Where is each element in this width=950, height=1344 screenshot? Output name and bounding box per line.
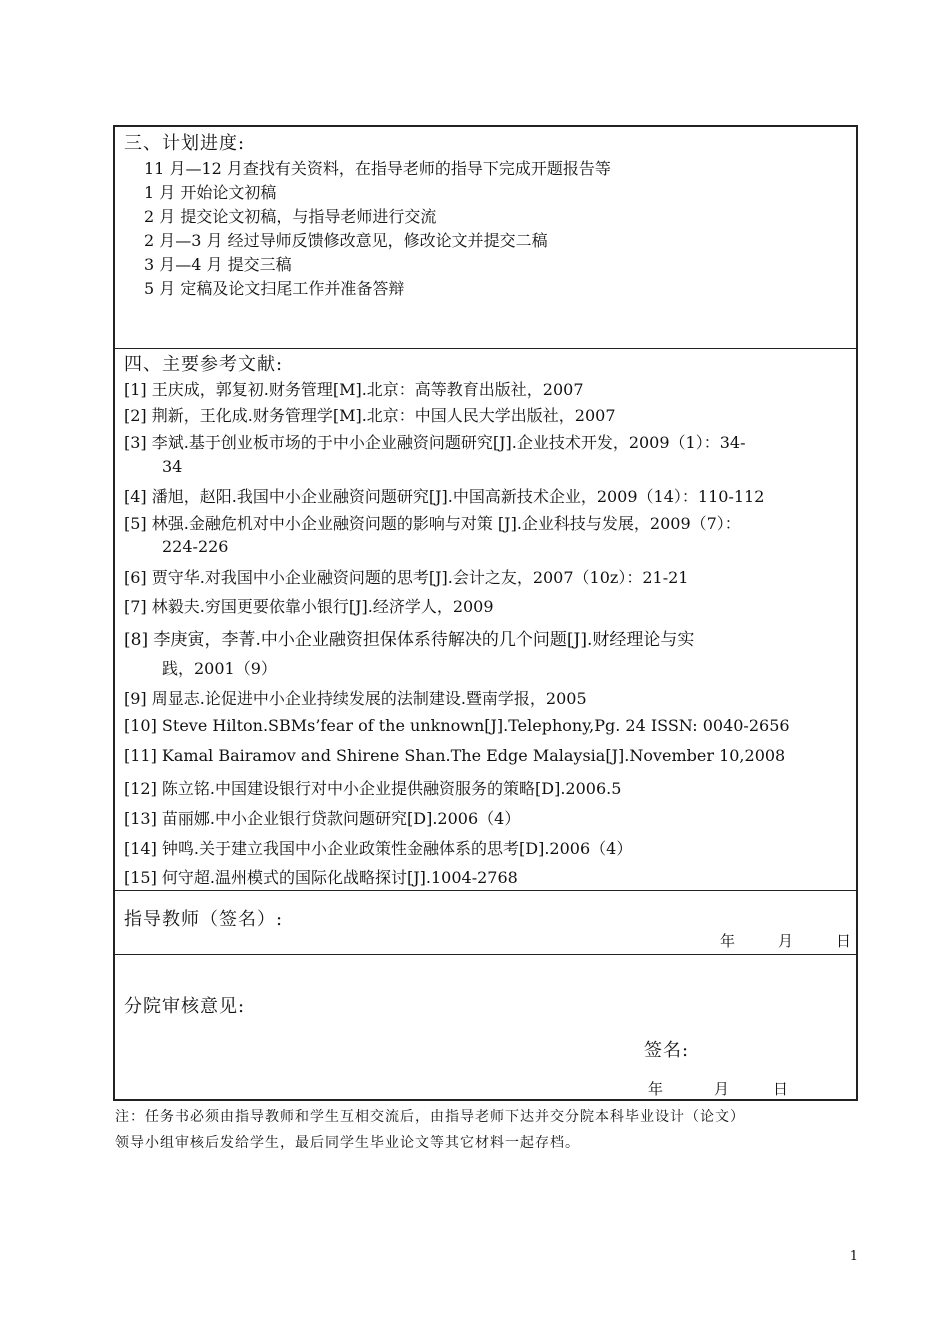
review-date: [648, 1078, 798, 1098]
reference-item-continued: 224-226: [162, 537, 229, 556]
advisor-signature-section: [115, 890, 856, 955]
reference-item: [2] 荆新，王化成.财务管理学[M].北京：中国人民大学出版社，2007: [124, 406, 616, 425]
reference-item-continued: 践，2001（9）: [162, 659, 277, 678]
footnote-line-2: 领导小组审核后发给学生，最后同学生毕业论文等其它材料一起存档。: [115, 1135, 580, 1151]
plan-item: 3 月—4 月 提交三稿: [144, 255, 292, 274]
reference-item: [1] 王庆成，郭复初.财务管理[M].北京：高等教育出版社，2007: [124, 380, 584, 399]
advisor-date: [720, 930, 855, 950]
plan-item: 2 月—3 月 经过导师反馈修改意见，修改论文并提交二稿: [144, 231, 548, 250]
day-label: 日: [773, 1080, 789, 1098]
reference-item: [5] 林强.金融危机对中小企业融资问题的影响与对策 [J].企业科技与发展，2009（7）：: [124, 514, 741, 533]
advisor-signature-label: 指导教师（签名）:: [124, 909, 284, 930]
review-sign-label: 签名:: [644, 1040, 690, 1061]
plan-item: 5 月 定稿及论文扫尾工作并准备答辩: [144, 279, 405, 298]
plan-item: 2 月 提交论文初稿，与指导老师进行交流: [144, 207, 437, 226]
department-review-section: [115, 954, 856, 1103]
review-opinion-label: 分院审核意见:: [124, 996, 246, 1017]
day-label: 日: [836, 932, 852, 950]
task-form-table: [113, 125, 858, 1101]
reference-item: [6] 贾守华.对我国中小企业融资问题的思考[J].会计之友，2007（10z）：21-21: [124, 568, 689, 587]
reference-item: [8] 李庚寅，李菁.中小企业融资担保体系待解决的几个问题[J].财经理论与实: [124, 630, 695, 650]
footnote-line-1: 注：任务书必须由指导教师和学生互相交流后，由指导老师下达并交分院本科毕业设计（论文）: [115, 1109, 745, 1125]
reference-item-continued: 34: [162, 457, 183, 476]
reference-item: [13] 苗丽娜.中小企业银行贷款问题研究[D].2006（4）: [124, 809, 521, 828]
reference-item: [9] 周显志.论促进中小企业持续发展的法制建设.暨南学报，2005: [124, 689, 587, 708]
page-number: 1: [849, 1249, 858, 1264]
plan-item: 11 月—12 月查找有关资料，在指导老师的指导下完成开题报告等: [144, 159, 611, 178]
reference-item: [10] Steve Hilton.SBMs’fear of the unknown[J].Telephony,Pg. 24 ISSN: 0040-2656: [124, 716, 790, 735]
reference-item: [14] 钟鸣.关于建立我国中小企业政策性金融体系的思考[D].2006（4）: [124, 839, 633, 858]
references-section: [115, 348, 856, 891]
month-label: 月: [714, 1080, 730, 1098]
plan-section: [115, 127, 856, 349]
reference-item: [11] Kamal Bairamov and Shirene Shan.The Edge Malaysia[J].November 10,2008: [124, 746, 786, 765]
reference-item: [4] 潘旭，赵阳.我国中小企业融资问题研究[J].中国高新技术企业，2009（14）：110-112: [124, 487, 765, 506]
plan-heading: 三、计划进度:: [124, 133, 246, 154]
month-label: 月: [778, 932, 794, 950]
references-heading: 四、主要参考文献:: [124, 354, 284, 375]
year-label: 年: [648, 1080, 664, 1098]
reference-item: [12] 陈立铭.中国建设银行对中小企业提供融资服务的策略[D].2006.5: [124, 779, 622, 798]
reference-item: [15] 何守超.温州模式的国际化战略探讨[J].1004-2768: [124, 868, 518, 887]
reference-item: [7] 林毅夫.穷国更要依靠小银行[J].经济学人，2009: [124, 597, 494, 616]
reference-item: [3] 李斌.基于创业板市场的于中小企业融资问题研究[J].企业技术开发，2009（1）：34-: [124, 433, 746, 452]
year-label: 年: [720, 932, 736, 950]
plan-item: 1 月 开始论文初稿: [144, 183, 277, 202]
